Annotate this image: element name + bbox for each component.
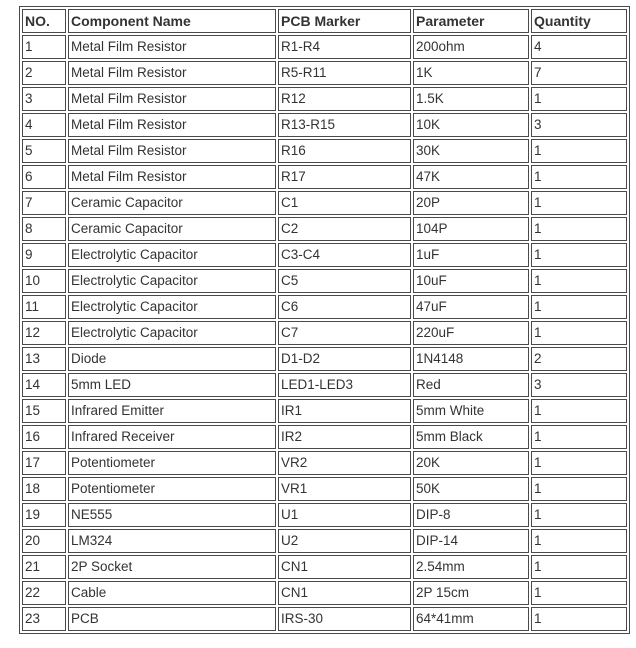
cell-component-name: 5mm LED bbox=[68, 373, 276, 397]
cell-no: 5 bbox=[22, 139, 66, 163]
cell-component-name: Electrolytic Capacitor bbox=[68, 269, 276, 293]
cell-no: 14 bbox=[22, 373, 66, 397]
cell-pcb-marker: IR2 bbox=[278, 425, 411, 449]
cell-pcb-marker: R5-R11 bbox=[278, 61, 411, 85]
cell-component-name: Metal Film Resistor bbox=[68, 139, 276, 163]
cell-no: 13 bbox=[22, 347, 66, 371]
table-row bbox=[22, 191, 627, 215]
table-row bbox=[22, 295, 627, 319]
cell-component-name: Electrolytic Capacitor bbox=[68, 243, 276, 267]
cell-no: 23 bbox=[22, 607, 66, 631]
cell-no: 2 bbox=[22, 61, 66, 85]
cell-no: 16 bbox=[22, 425, 66, 449]
header-pcb-marker: PCB Marker bbox=[278, 9, 411, 33]
table-row bbox=[22, 321, 627, 345]
cell-component-name: Metal Film Resistor bbox=[68, 35, 276, 59]
cell-parameter: 200ohm bbox=[413, 35, 529, 59]
cell-parameter: 1K bbox=[413, 61, 529, 85]
cell-quantity: 1 bbox=[531, 191, 627, 215]
cell-component-name: Potentiometer bbox=[68, 451, 276, 475]
cell-quantity: 1 bbox=[531, 555, 627, 579]
cell-component-name: Metal Film Resistor bbox=[68, 113, 276, 137]
cell-quantity: 1 bbox=[531, 477, 627, 501]
cell-no: 20 bbox=[22, 529, 66, 553]
cell-component-name: Diode bbox=[68, 347, 276, 371]
table-row bbox=[22, 373, 627, 397]
cell-quantity: 1 bbox=[531, 269, 627, 293]
cell-pcb-marker: C7 bbox=[278, 321, 411, 345]
cell-component-name: Ceramic Capacitor bbox=[68, 191, 276, 215]
cell-quantity: 1 bbox=[531, 425, 627, 449]
cell-no: 15 bbox=[22, 399, 66, 423]
cell-parameter: 5mm Black bbox=[413, 425, 529, 449]
cell-no: 3 bbox=[22, 87, 66, 111]
cell-parameter: 1N4148 bbox=[413, 347, 529, 371]
table-row bbox=[22, 503, 627, 527]
cell-parameter: DIP-8 bbox=[413, 503, 529, 527]
cell-pcb-marker: C3-C4 bbox=[278, 243, 411, 267]
cell-component-name: Metal Film Resistor bbox=[68, 165, 276, 189]
table-row bbox=[22, 139, 627, 163]
cell-parameter: 10K bbox=[413, 113, 529, 137]
cell-component-name: Electrolytic Capacitor bbox=[68, 295, 276, 319]
header-parameter: Parameter bbox=[413, 9, 529, 33]
cell-pcb-marker: C5 bbox=[278, 269, 411, 293]
cell-component-name: Metal Film Resistor bbox=[68, 87, 276, 111]
cell-parameter: 20P bbox=[413, 191, 529, 215]
table-row bbox=[22, 269, 627, 293]
cell-pcb-marker: C6 bbox=[278, 295, 411, 319]
cell-parameter: 47uF bbox=[413, 295, 529, 319]
cell-parameter: 10uF bbox=[413, 269, 529, 293]
cell-parameter: 20K bbox=[413, 451, 529, 475]
cell-quantity: 4 bbox=[531, 35, 627, 59]
cell-pcb-marker: IRS-30 bbox=[278, 607, 411, 631]
header-quantity: Quantity bbox=[531, 9, 627, 33]
cell-quantity: 1 bbox=[531, 295, 627, 319]
table-row bbox=[22, 399, 627, 423]
cell-component-name: NE555 bbox=[68, 503, 276, 527]
cell-quantity: 3 bbox=[531, 373, 627, 397]
cell-quantity: 1 bbox=[531, 451, 627, 475]
cell-parameter: 50K bbox=[413, 477, 529, 501]
cell-pcb-marker: C2 bbox=[278, 217, 411, 241]
table-row bbox=[22, 581, 627, 605]
cell-no: 9 bbox=[22, 243, 66, 267]
table-row bbox=[22, 477, 627, 501]
cell-quantity: 7 bbox=[531, 61, 627, 85]
cell-no: 8 bbox=[22, 217, 66, 241]
table-body bbox=[22, 35, 627, 631]
cell-component-name: Ceramic Capacitor bbox=[68, 217, 276, 241]
cell-pcb-marker: VR1 bbox=[278, 477, 411, 501]
table-row bbox=[22, 61, 627, 85]
cell-component-name: PCB bbox=[68, 607, 276, 631]
cell-pcb-marker: LED1-LED3 bbox=[278, 373, 411, 397]
table-header-row bbox=[22, 9, 627, 33]
header-no: NO. bbox=[22, 9, 66, 33]
table-row bbox=[22, 165, 627, 189]
cell-component-name: Cable bbox=[68, 581, 276, 605]
table-row bbox=[22, 113, 627, 137]
cell-quantity: 1 bbox=[531, 165, 627, 189]
cell-no: 11 bbox=[22, 295, 66, 319]
cell-pcb-marker: CN1 bbox=[278, 555, 411, 579]
cell-pcb-marker: CN1 bbox=[278, 581, 411, 605]
cell-pcb-marker: C1 bbox=[278, 191, 411, 215]
components-table bbox=[19, 6, 630, 634]
cell-pcb-marker: VR2 bbox=[278, 451, 411, 475]
cell-no: 21 bbox=[22, 555, 66, 579]
cell-quantity: 2 bbox=[531, 347, 627, 371]
cell-quantity: 1 bbox=[531, 243, 627, 267]
cell-no: 17 bbox=[22, 451, 66, 475]
cell-quantity: 1 bbox=[531, 139, 627, 163]
cell-parameter: 1uF bbox=[413, 243, 529, 267]
cell-parameter: 5mm White bbox=[413, 399, 529, 423]
table-row bbox=[22, 217, 627, 241]
cell-component-name: LM324 bbox=[68, 529, 276, 553]
cell-quantity: 1 bbox=[531, 399, 627, 423]
cell-parameter: DIP-14 bbox=[413, 529, 529, 553]
table-row bbox=[22, 555, 627, 579]
cell-quantity: 1 bbox=[531, 321, 627, 345]
cell-no: 4 bbox=[22, 113, 66, 137]
cell-parameter: 47K bbox=[413, 165, 529, 189]
cell-pcb-marker: IR1 bbox=[278, 399, 411, 423]
table-row bbox=[22, 425, 627, 449]
cell-parameter: 1.5K bbox=[413, 87, 529, 111]
cell-no: 19 bbox=[22, 503, 66, 527]
cell-pcb-marker: D1-D2 bbox=[278, 347, 411, 371]
table-row bbox=[22, 451, 627, 475]
cell-no: 7 bbox=[22, 191, 66, 215]
cell-parameter: 30K bbox=[413, 139, 529, 163]
bom-table-container bbox=[19, 6, 630, 634]
cell-quantity: 1 bbox=[531, 503, 627, 527]
cell-component-name: Metal Film Resistor bbox=[68, 61, 276, 85]
cell-parameter: 2P 15cm bbox=[413, 581, 529, 605]
table-row bbox=[22, 87, 627, 111]
cell-parameter: 104P bbox=[413, 217, 529, 241]
cell-no: 6 bbox=[22, 165, 66, 189]
cell-parameter: 220uF bbox=[413, 321, 529, 345]
cell-no: 12 bbox=[22, 321, 66, 345]
cell-component-name: Infrared Emitter bbox=[68, 399, 276, 423]
cell-parameter: 2.54mm bbox=[413, 555, 529, 579]
cell-pcb-marker: R16 bbox=[278, 139, 411, 163]
cell-quantity: 3 bbox=[531, 113, 627, 137]
cell-component-name: Potentiometer bbox=[68, 477, 276, 501]
table-row bbox=[22, 243, 627, 267]
cell-quantity: 1 bbox=[531, 217, 627, 241]
table-row bbox=[22, 607, 627, 631]
cell-parameter: 64*41mm bbox=[413, 607, 529, 631]
cell-component-name: Electrolytic Capacitor bbox=[68, 321, 276, 345]
cell-quantity: 1 bbox=[531, 581, 627, 605]
table-row bbox=[22, 529, 627, 553]
cell-component-name: Infrared Receiver bbox=[68, 425, 276, 449]
cell-quantity: 1 bbox=[531, 529, 627, 553]
cell-pcb-marker: R13-R15 bbox=[278, 113, 411, 137]
cell-component-name: 2P Socket bbox=[68, 555, 276, 579]
cell-pcb-marker: R1-R4 bbox=[278, 35, 411, 59]
header-component-name: Component Name bbox=[68, 9, 276, 33]
cell-pcb-marker: R12 bbox=[278, 87, 411, 111]
table-row bbox=[22, 347, 627, 371]
cell-no: 1 bbox=[22, 35, 66, 59]
cell-quantity: 1 bbox=[531, 607, 627, 631]
cell-quantity: 1 bbox=[531, 87, 627, 111]
cell-pcb-marker: R17 bbox=[278, 165, 411, 189]
cell-no: 22 bbox=[22, 581, 66, 605]
cell-no: 10 bbox=[22, 269, 66, 293]
cell-no: 18 bbox=[22, 477, 66, 501]
cell-parameter: Red bbox=[413, 373, 529, 397]
cell-pcb-marker: U1 bbox=[278, 503, 411, 527]
table-row bbox=[22, 35, 627, 59]
cell-pcb-marker: U2 bbox=[278, 529, 411, 553]
